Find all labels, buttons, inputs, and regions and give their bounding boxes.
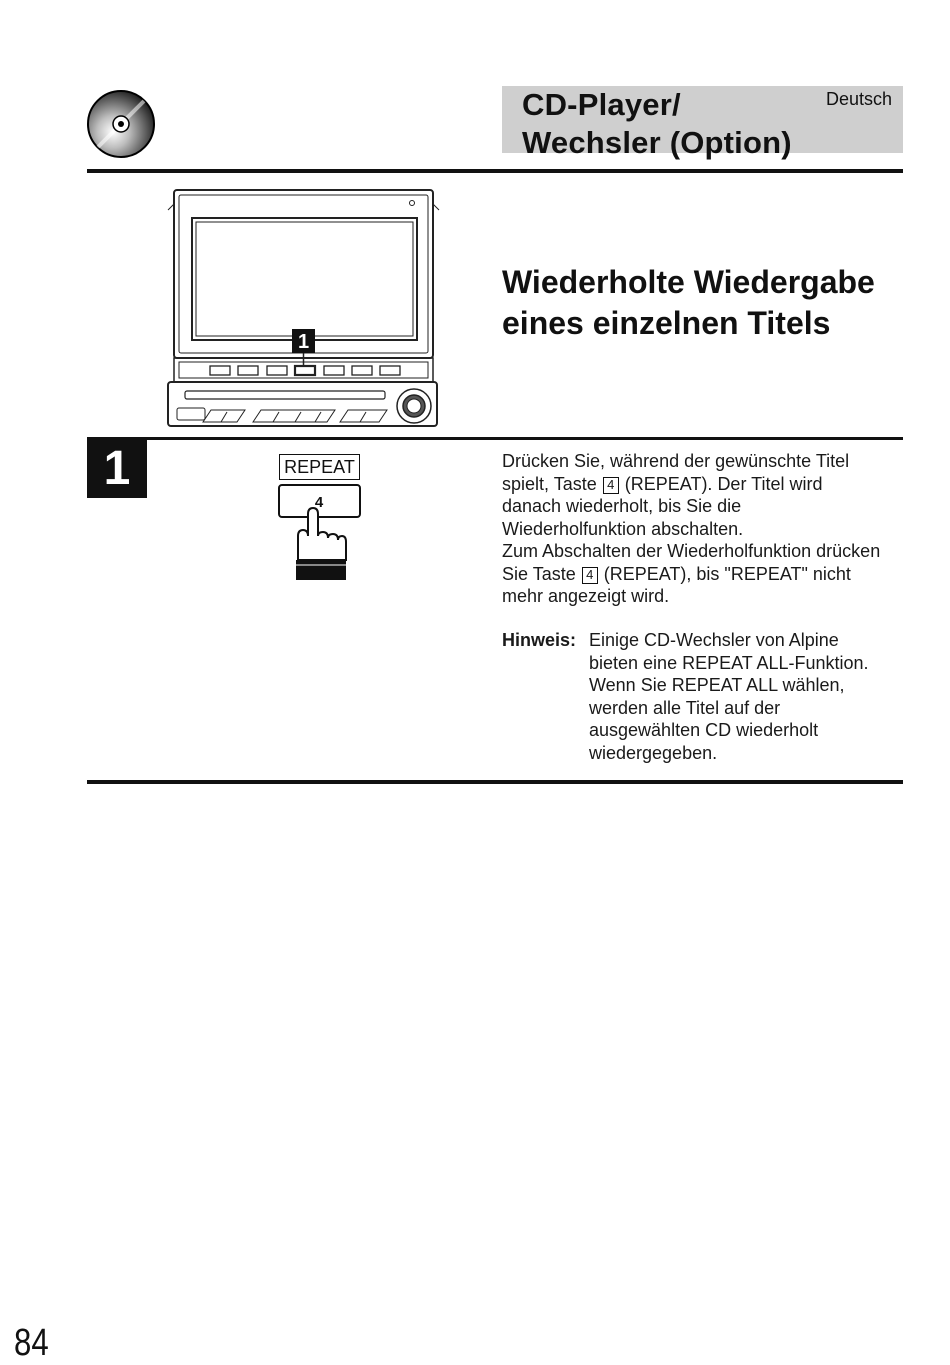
press-button-illustration [276,452,366,584]
note-line: werden alle Titel auf der [589,697,781,718]
step-line: Wiederholfunktion abschalten. [502,518,744,539]
step-line [502,473,912,496]
device-callout-number: 1 [297,331,310,353]
chapter-title [522,86,792,162]
step-number: 1 [87,440,147,498]
note-label: Hinweis: [502,630,577,650]
top-rule [87,169,903,173]
section-title [502,262,875,344]
note-line: Einige CD-Wechsler von Alpine [589,630,839,650]
key-ref-box: 4 [603,477,619,494]
note-line: ausgewählten CD wiederholt [589,720,819,740]
step-line-prefix: Sie Taste [502,563,576,584]
step-instructions [502,450,912,608]
step-line: danach wiederholt, bis Sie die [502,496,742,516]
step-line [502,563,912,586]
step-line: mehr angezeigt wird. [502,586,670,606]
section-rule [87,437,903,440]
page-number: 84 [14,1322,49,1364]
bottom-rule [87,780,903,784]
note-line: bieten eine REPEAT ALL-Funktion. [589,652,869,673]
key-number-label: 4 [314,494,324,511]
repeat-label: REPEAT [279,454,360,480]
head-unit-illustration [165,186,443,430]
section-title-line2: eines einzelnen Titels [502,305,831,341]
key-ref-box: 4 [582,567,598,584]
step-line: Zum Abschalten der Wiederholfunktion drücken [502,541,881,561]
step-line-prefix: spielt, Taste [502,473,597,494]
note-line: Wenn Sie REPEAT ALL wählen, [589,675,845,695]
cd-disc-icon [86,89,156,159]
step-line-suffix: (REPEAT). Der Titel wird [624,473,823,494]
step-line: Drücken Sie, während der gewünschte Titel [502,451,850,471]
language-label: Deutsch [826,89,893,109]
chapter-title-line1: CD-Player/ [522,87,681,122]
section-title-line1: Wiederholte Wiedergabe [502,264,875,300]
note-line: wiedergegeben. [589,742,718,763]
chapter-title-line2: Wechsler (Option) [522,125,792,160]
step-line-suffix: (REPEAT), bis "REPEAT" nicht [603,563,851,584]
note-text [589,629,869,764]
